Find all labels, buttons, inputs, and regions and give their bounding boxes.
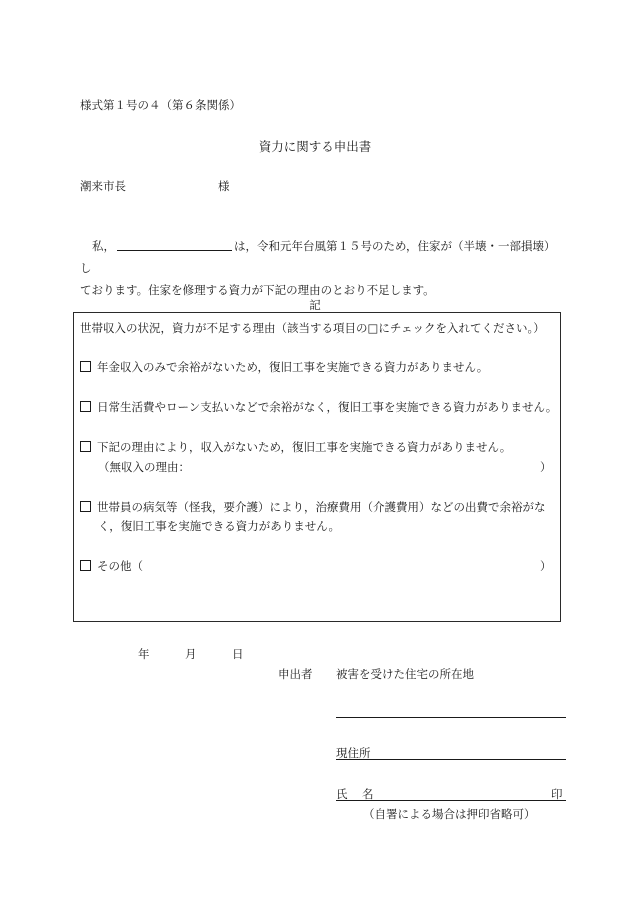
damaged-address-label: 被害を受けた住宅の所在地 <box>336 667 474 681</box>
addressee-name: 潮来市長 <box>80 179 126 193</box>
statement-line1: は，令和元年台風第１５号のため，住家が（半壊・一部損壊）し <box>80 239 556 275</box>
option-living-costs-label: 日常生活費やローン支払いなどで余裕がなく，復旧工事を実施できる資力がありません。 <box>97 400 558 414</box>
option-illness <box>80 499 546 515</box>
option-other-close: ） <box>540 559 552 573</box>
no-income-reason-close: ） <box>540 460 552 474</box>
no-income-reason-label: （無収入の理由： <box>98 460 190 474</box>
statement-paragraph <box>80 235 560 301</box>
checkbox-living-costs[interactable] <box>80 401 91 412</box>
checkbox-pension[interactable] <box>80 361 91 372</box>
document-title: 資力に関する申出書 <box>258 139 372 154</box>
name-label-first: 氏 <box>336 787 348 801</box>
date-month: 月 <box>185 647 197 661</box>
option-other-label: その他（ <box>97 559 143 573</box>
name-line[interactable] <box>336 800 566 801</box>
statement-prefix: 私， <box>92 239 115 253</box>
current-address-label: 現住所 <box>336 746 371 760</box>
option-other <box>80 558 143 574</box>
option-illness-label: 世帯員の病気等（怪我，要介護）により，治療費用（介護費用）などの出費で余裕がな <box>97 500 546 514</box>
checkbox-no-income[interactable] <box>80 441 91 452</box>
date-year: 年 <box>138 647 150 661</box>
ki-heading: 記 <box>309 298 321 312</box>
option-no-income <box>80 439 511 455</box>
option-no-income-label: 下記の理由により，収入がないため，復旧工事を実施できる資力がありません。 <box>97 440 512 454</box>
option-pension <box>80 359 488 375</box>
option-pension-label: 年金収入のみで余裕がないため，復旧工事を実施できる資力がありません。 <box>97 360 489 374</box>
current-address-line[interactable] <box>336 759 566 760</box>
addressee <box>80 178 230 194</box>
statement-line2: ております。住家を修理する資力が下記の理由のとおり不足します。 <box>80 283 435 297</box>
applicant-label: 申出者 <box>278 667 313 681</box>
seal-note: （自署による場合は押印省略可） <box>363 807 536 821</box>
option-illness-continued: く，復旧工事を実施できる資力がありません。 <box>98 519 340 533</box>
form-number: 様式第１号の４（第６条関係） <box>80 98 241 112</box>
checkbox-other[interactable] <box>80 560 91 571</box>
date-day: 日 <box>232 647 244 661</box>
addressee-honorific: 様 <box>218 179 230 193</box>
checkbox-illness[interactable] <box>80 501 91 512</box>
option-living-costs <box>80 399 557 415</box>
name-label-second: 名 <box>362 787 374 801</box>
reason-box-header: 世帯収入の状況，資力が不足する理由（該当する項目の□にチェックを入れてください。） <box>80 321 545 335</box>
damaged-address-line[interactable] <box>336 717 566 718</box>
applicant-name-blank[interactable] <box>117 239 232 251</box>
seal-label: 印 <box>551 787 563 801</box>
